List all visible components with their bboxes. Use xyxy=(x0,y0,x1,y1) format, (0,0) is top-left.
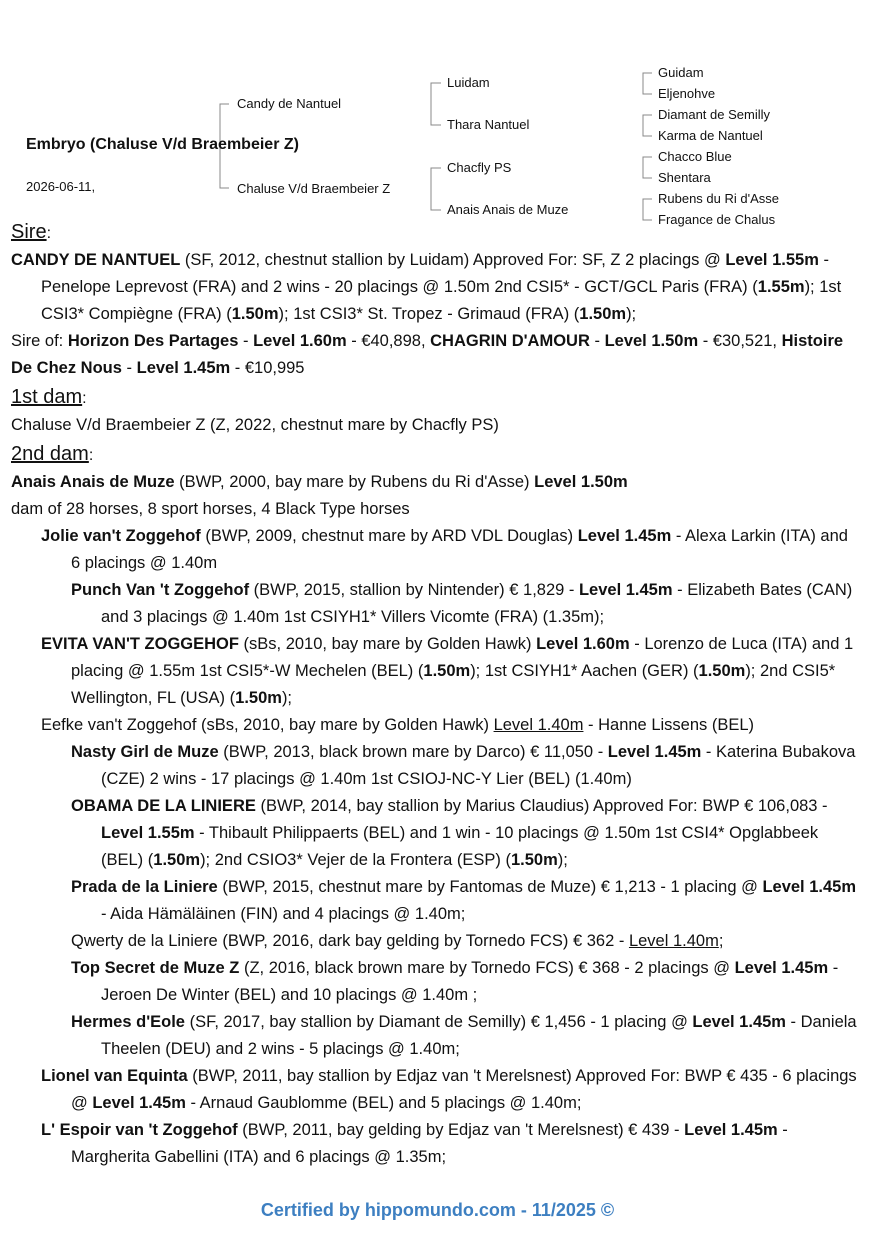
horse-name: Anais Anais de Muze xyxy=(11,473,175,491)
pedigree-sire-sire: Luidam xyxy=(447,75,490,90)
level-value: 1.50m xyxy=(698,662,746,680)
pedigree-dam-dam: Anais Anais de Muze xyxy=(447,202,569,217)
pedigree-gen3-2: Eljenohve xyxy=(658,86,716,101)
progeny-entry: Lionel van Equinta (BWP, 2011, bay stallion by Edjaz van 't Merelsnest) Approved For: BWP € 435 - 6 placings @ Level 1.45m - Arnaud Gaublomme (BEL) and 5 placings @ 1.40m; xyxy=(41,1067,857,1112)
horse-name: CHAGRIN D'AMOUR xyxy=(430,332,590,350)
progeny-entry: OBAMA DE LA LINIERE (BWP, 2014, bay stallion by Marius Claudius) Approved For: BWP € 106,083 - Level 1.55m - Thibault Philippaerts (BEL) and 1 win - 10 placings @ 1.50m 1st CSI4* Opglabbeek (BEL) (1.50m); 2nd CSIO3* Vejer de la Frontera (ESP) (1.50m); xyxy=(71,797,828,869)
dam2-summary: dam of 28 horses, 8 sport horses, 4 Black Type horses xyxy=(11,500,410,518)
level-value: Level 1.40m xyxy=(628,932,719,950)
pedigree-dam-sire: Chacfly PS xyxy=(447,160,512,175)
section-heading: 2nd dam xyxy=(11,443,89,465)
progeny-entry: Jolie van't Zoggehof (BWP, 2009, chestnut mare by ARD VDL Douglas) Level 1.45m - Alexa Larkin (ITA) and 6 placings @ 1.40m xyxy=(41,527,848,572)
section-heading: Sire xyxy=(11,221,47,243)
horse-name: Jolie van't Zoggehof xyxy=(41,527,201,545)
progeny-entry: Hermes d'Eole (SF, 2017, bay stallion by Diamant de Semilly) € 1,456 - 1 placing @ Level 1.45m - Daniela Theelen (DEU) and 2 wins - 5 placings @ 1.40m; xyxy=(71,1013,857,1058)
horse-name: Lionel van Equinta xyxy=(41,1067,188,1085)
progeny-entry: Top Secret de Muze Z (Z, 2016, black brown mare by Tornedo FCS) € 368 - 2 placings @ Level 1.45m - Jeroen De Winter (BEL) and 10 placings @ 1.40m ; xyxy=(71,959,839,1004)
sire-offspring: Sire of: Horizon Des Partages - Level 1.60m - €40,898, CHAGRIN D'AMOUR - Level 1.50m - €30,521, Histoire De Chez Nous - Level 1.45m - €10,995 xyxy=(11,332,844,377)
level-value: Level 1.45m xyxy=(92,1094,186,1112)
subject-date: 2026-06-11, xyxy=(26,179,96,194)
pedigree-gen3-5: Chacco Blue xyxy=(658,149,732,164)
dam2-entry: Anais Anais de Muze (BWP, 2000, bay mare by Rubens du Ri d'Asse) Level 1.50m xyxy=(11,473,628,491)
horse-name: EVITA VAN'T ZOGGEHOF xyxy=(41,635,239,653)
pedigree-gen3-8: Fragance de Chalus xyxy=(658,212,776,227)
section-heading: 1st dam xyxy=(11,386,83,408)
progeny-entry: Prada de la Liniere (BWP, 2015, chestnut mare by Fantomas de Muze) € 1,213 - 1 placing @ Level 1.45m - Aida Hämäläinen (FIN) and 4 placings @ 1.40m; xyxy=(71,878,857,923)
level-value: Level 1.45m xyxy=(577,527,672,545)
certification-footer: Certified by hippomundo.com - 11/2025 © xyxy=(260,1200,615,1220)
section-sire: Sire: xyxy=(11,221,52,243)
horse-name: Eefke van't Zoggehof xyxy=(41,716,197,734)
sire-entry: CANDY DE NANTUEL (SF, 2012, chestnut stallion by Luidam) Approved For: SF, Z 2 placings @ Level 1.55m - Penelope Leprevost (FRA) and 2 wins - 20 placings @ 1.50m 2nd CSI5* - GCT/GCL Paris (FRA) (1.55m); 1st CSI3* Compiègne (FRA) (1.50m); 1st CSI3* St. Tropez - Grimaud (FRA) (1.50m); xyxy=(11,251,842,323)
section-1st-dam: 1st dam: xyxy=(11,386,87,408)
level-value: Level 1.45m xyxy=(734,959,829,977)
level-value: Level 1.55m xyxy=(101,824,195,842)
horse-name: OBAMA DE LA LINIERE xyxy=(71,797,256,815)
level-value: 1.50m xyxy=(423,662,471,680)
horse-name: Nasty Girl de Muze xyxy=(71,743,219,761)
progeny-list xyxy=(11,523,861,1171)
level-value: 1.50m xyxy=(153,851,201,869)
horse-name: Hermes d'Eole xyxy=(71,1013,185,1031)
level-value: 1.50m xyxy=(510,851,558,869)
horse-name: Histoire De Chez Nous xyxy=(11,332,844,377)
horse-name: Punch Van 't Zoggehof xyxy=(71,581,250,599)
level-value: Level 1.60m xyxy=(536,635,630,653)
progeny-entry: Punch Van 't Zoggehof (BWP, 2015, stallion by Nintender) € 1,829 - Level 1.45m - Elizabeth Bates (CAN) and 3 placings @ 1.40m 1st CSIYH1* Villers Vicomte (FRA) (1.35m); xyxy=(71,581,853,626)
horse-name: L' Espoir van 't Zoggehof xyxy=(41,1121,238,1139)
pedigree-report xyxy=(11,217,861,1171)
level-value: Level 1.45m xyxy=(692,1013,786,1031)
pedigree-sire-dam: Thara Nantuel xyxy=(447,117,530,132)
pedigree-gen3-4: Karma de Nantuel xyxy=(658,128,763,143)
pedigree-gen3-6: Shentara xyxy=(658,170,711,185)
pedigree-dam: Chaluse V/d Braembeier Z xyxy=(237,181,391,196)
level-value: Level 1.45m xyxy=(762,878,857,896)
horse-name: Horizon Des Partages xyxy=(67,332,239,350)
level-value: Level 1.45m xyxy=(607,743,702,761)
progeny-entry: EVITA VAN'T ZOGGEHOF (sBs, 2010, bay mare by Golden Hawk) Level 1.60m - Lorenzo de Luca (ITA) and 1 placing @ 1.55m 1st CSI5*-W Mechelen (BEL) (1.50m); 1st CSIYH1* Aachen (GER) (1.50m); 2nd CSI5* Wellington, FL (USA) (1.50m); xyxy=(41,635,854,707)
pedigree-gen3-3: Diamant de Semilly xyxy=(658,107,770,122)
subject-name: Embryo (Chaluse V/d Braembeier Z) xyxy=(26,136,299,153)
level-value: Level 1.45m xyxy=(684,1121,778,1139)
dam1-entry: Chaluse V/d Braembeier Z (Z, 2022, chestnut mare by Chacfly PS) xyxy=(11,416,499,434)
horse-name: Prada de la Liniere xyxy=(71,878,218,896)
pedigree-chart xyxy=(0,0,875,230)
level-value: Level 1.45m xyxy=(578,581,673,599)
pedigree-sire: Candy de Nantuel xyxy=(237,96,342,111)
horse-name: Top Secret de Muze Z xyxy=(71,959,240,977)
progeny-entry: Qwerty de la Liniere (BWP, 2016, dark bay gelding by Tornedo FCS) € 362 - Level 1.40m; xyxy=(71,932,724,950)
section-2nd-dam: 2nd dam: xyxy=(11,443,94,465)
progeny-entry: Nasty Girl de Muze (BWP, 2013, black brown mare by Darco) € 11,050 - Level 1.45m - Katerina Bubakova (CZE) 2 wins - 17 placings @ 1.40m 1st CSIOJ-NC-Y Lier (BEL) (1.40m) xyxy=(71,743,856,788)
pedigree-gen3-7: Rubens du Ri d'Asse xyxy=(658,191,779,206)
progeny-entry: L' Espoir van 't Zoggehof (BWP, 2011, bay gelding by Edjaz van 't Merelsnest) € 439 - Level 1.45m - Margherita Gabellini (ITA) and 6 placings @ 1.35m; xyxy=(41,1121,788,1166)
level-value: 1.50m xyxy=(235,689,282,707)
progeny-entry: Eefke van't Zoggehof (sBs, 2010, bay mare by Golden Hawk) Level 1.40m - Hanne Lissens (BEL) xyxy=(41,716,755,734)
horse-name: Qwerty de la Liniere xyxy=(71,932,218,950)
horse-name: CANDY DE NANTUEL xyxy=(11,251,181,269)
pedigree-gen3-1: Guidam xyxy=(658,65,704,80)
level-value: Level 1.40m xyxy=(493,716,584,734)
